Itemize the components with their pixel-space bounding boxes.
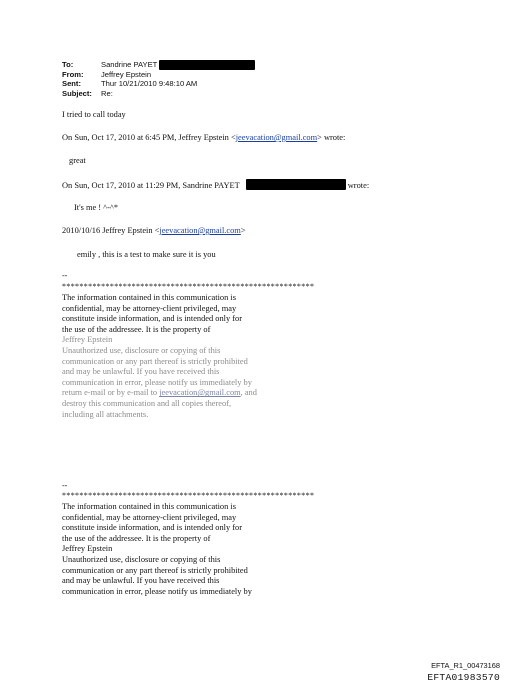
disclaimer-line: communication in error, please notify us immediately by [62, 377, 252, 387]
signature-separator: -- [62, 481, 68, 490]
email-link[interactable]: jeevacation@gmail.com [235, 133, 318, 142]
to-value: Sandrine PAYET [101, 60, 158, 69]
subject-row [62, 89, 255, 98]
disclaimer-line: The information contained in this communication is [62, 293, 236, 302]
disclaimer-line: The information contained in this communication is [62, 502, 236, 511]
message-line: I tried to call today [62, 110, 126, 119]
from-label: From: [62, 70, 84, 79]
redaction-box [246, 179, 346, 190]
disclaimer-line: including all attachments. [62, 409, 149, 419]
sent-value: Thur 10/21/2010 9:48:10 AM [101, 79, 198, 89]
to-label: To: [62, 60, 74, 69]
disclaimer-faded [62, 335, 362, 420]
quote-prefix: 2010/10/16 Jeffrey Epstein < [62, 226, 160, 235]
sent-label: Sent: [62, 79, 81, 89]
email-header [62, 60, 255, 98]
reply-text: emily , this is a test to make sure it is you [77, 250, 216, 259]
quote-prefix: On Sun, Oct 17, 2010 at 11:29 PM, Sandrine PAYET [62, 181, 240, 190]
disclaimer-block [62, 502, 362, 597]
disclaimer-line: and may be unlawful. If you have received this [62, 576, 220, 586]
disclaimer-line: confidential, may be attorney-client privileged, may [62, 303, 237, 313]
disclaimer-line: communication or any part thereof is strictly prohibited [62, 356, 248, 366]
quote-header-2 [62, 179, 369, 190]
subject-label: Subject: [62, 88, 92, 98]
quote-suffix: > wrote: [317, 133, 346, 142]
email-line-prefix: return e-mail or by e-mail to [62, 388, 160, 398]
disclaimer-line: communication in error, please notify us immediately by [62, 586, 252, 596]
disclaimer-block [62, 293, 362, 420]
quote-header-3 [62, 226, 246, 235]
from-row [62, 70, 255, 79]
disclaimer-line: destroy this communication and all copies thereof, [62, 398, 232, 408]
quote-prefix: On Sun, Oct 17, 2010 at 6:45 PM, Jeffrey Epstein < [62, 133, 236, 142]
document-reference: EFTA_R1_00473168 [431, 661, 500, 670]
to-row [62, 60, 255, 70]
bates-number: EFTA01983570 [427, 672, 500, 683]
disclaimer-line: and may be unlawful. If you have received this [62, 367, 220, 377]
disclaimer-line: confidential, may be attorney-client privileged, may [62, 512, 237, 522]
disclaimer-line: Jeffrey Epstein [62, 335, 113, 345]
star-divider: ********************************************************** [62, 491, 315, 500]
email-line-suffix: , and [240, 388, 257, 398]
redaction-box [159, 60, 255, 70]
disclaimer-line: Unauthorized use, disclosure or copying of this [62, 345, 221, 355]
email-link[interactable]: jeevacation@gmail.com [159, 226, 241, 235]
reply-text: great [69, 156, 86, 165]
disclaimer-line: the use of the addressee. It is the property of [62, 324, 211, 334]
email-link[interactable]: jeevacation@gmail.com [159, 388, 241, 398]
from-value: Jeffrey Epstein [101, 70, 152, 79]
quote-suffix: > [240, 226, 246, 235]
disclaimer-line: constitute inside information, and is intended only for [62, 314, 243, 324]
quote-header-1 [62, 133, 345, 142]
disclaimer-line: Unauthorized use, disclosure or copying of this [62, 554, 221, 564]
disclaimer-line: the use of the addressee. It is the property of [62, 533, 211, 543]
quote-suffix: wrote: [347, 181, 370, 190]
reply-text: It's me ! ^-^* [74, 203, 119, 212]
disclaimer-line: communication or any part thereof is strictly prohibited [62, 565, 248, 575]
signature-separator: -- [62, 271, 68, 280]
disclaimer-line: Jeffrey Epstein [62, 544, 113, 554]
star-divider: ********************************************************** [62, 282, 315, 291]
disclaimer-line [62, 388, 362, 399]
subject-value: Re: [101, 88, 113, 98]
disclaimer-line: constitute inside information, and is intended only for [62, 523, 243, 533]
sent-row [62, 79, 255, 88]
